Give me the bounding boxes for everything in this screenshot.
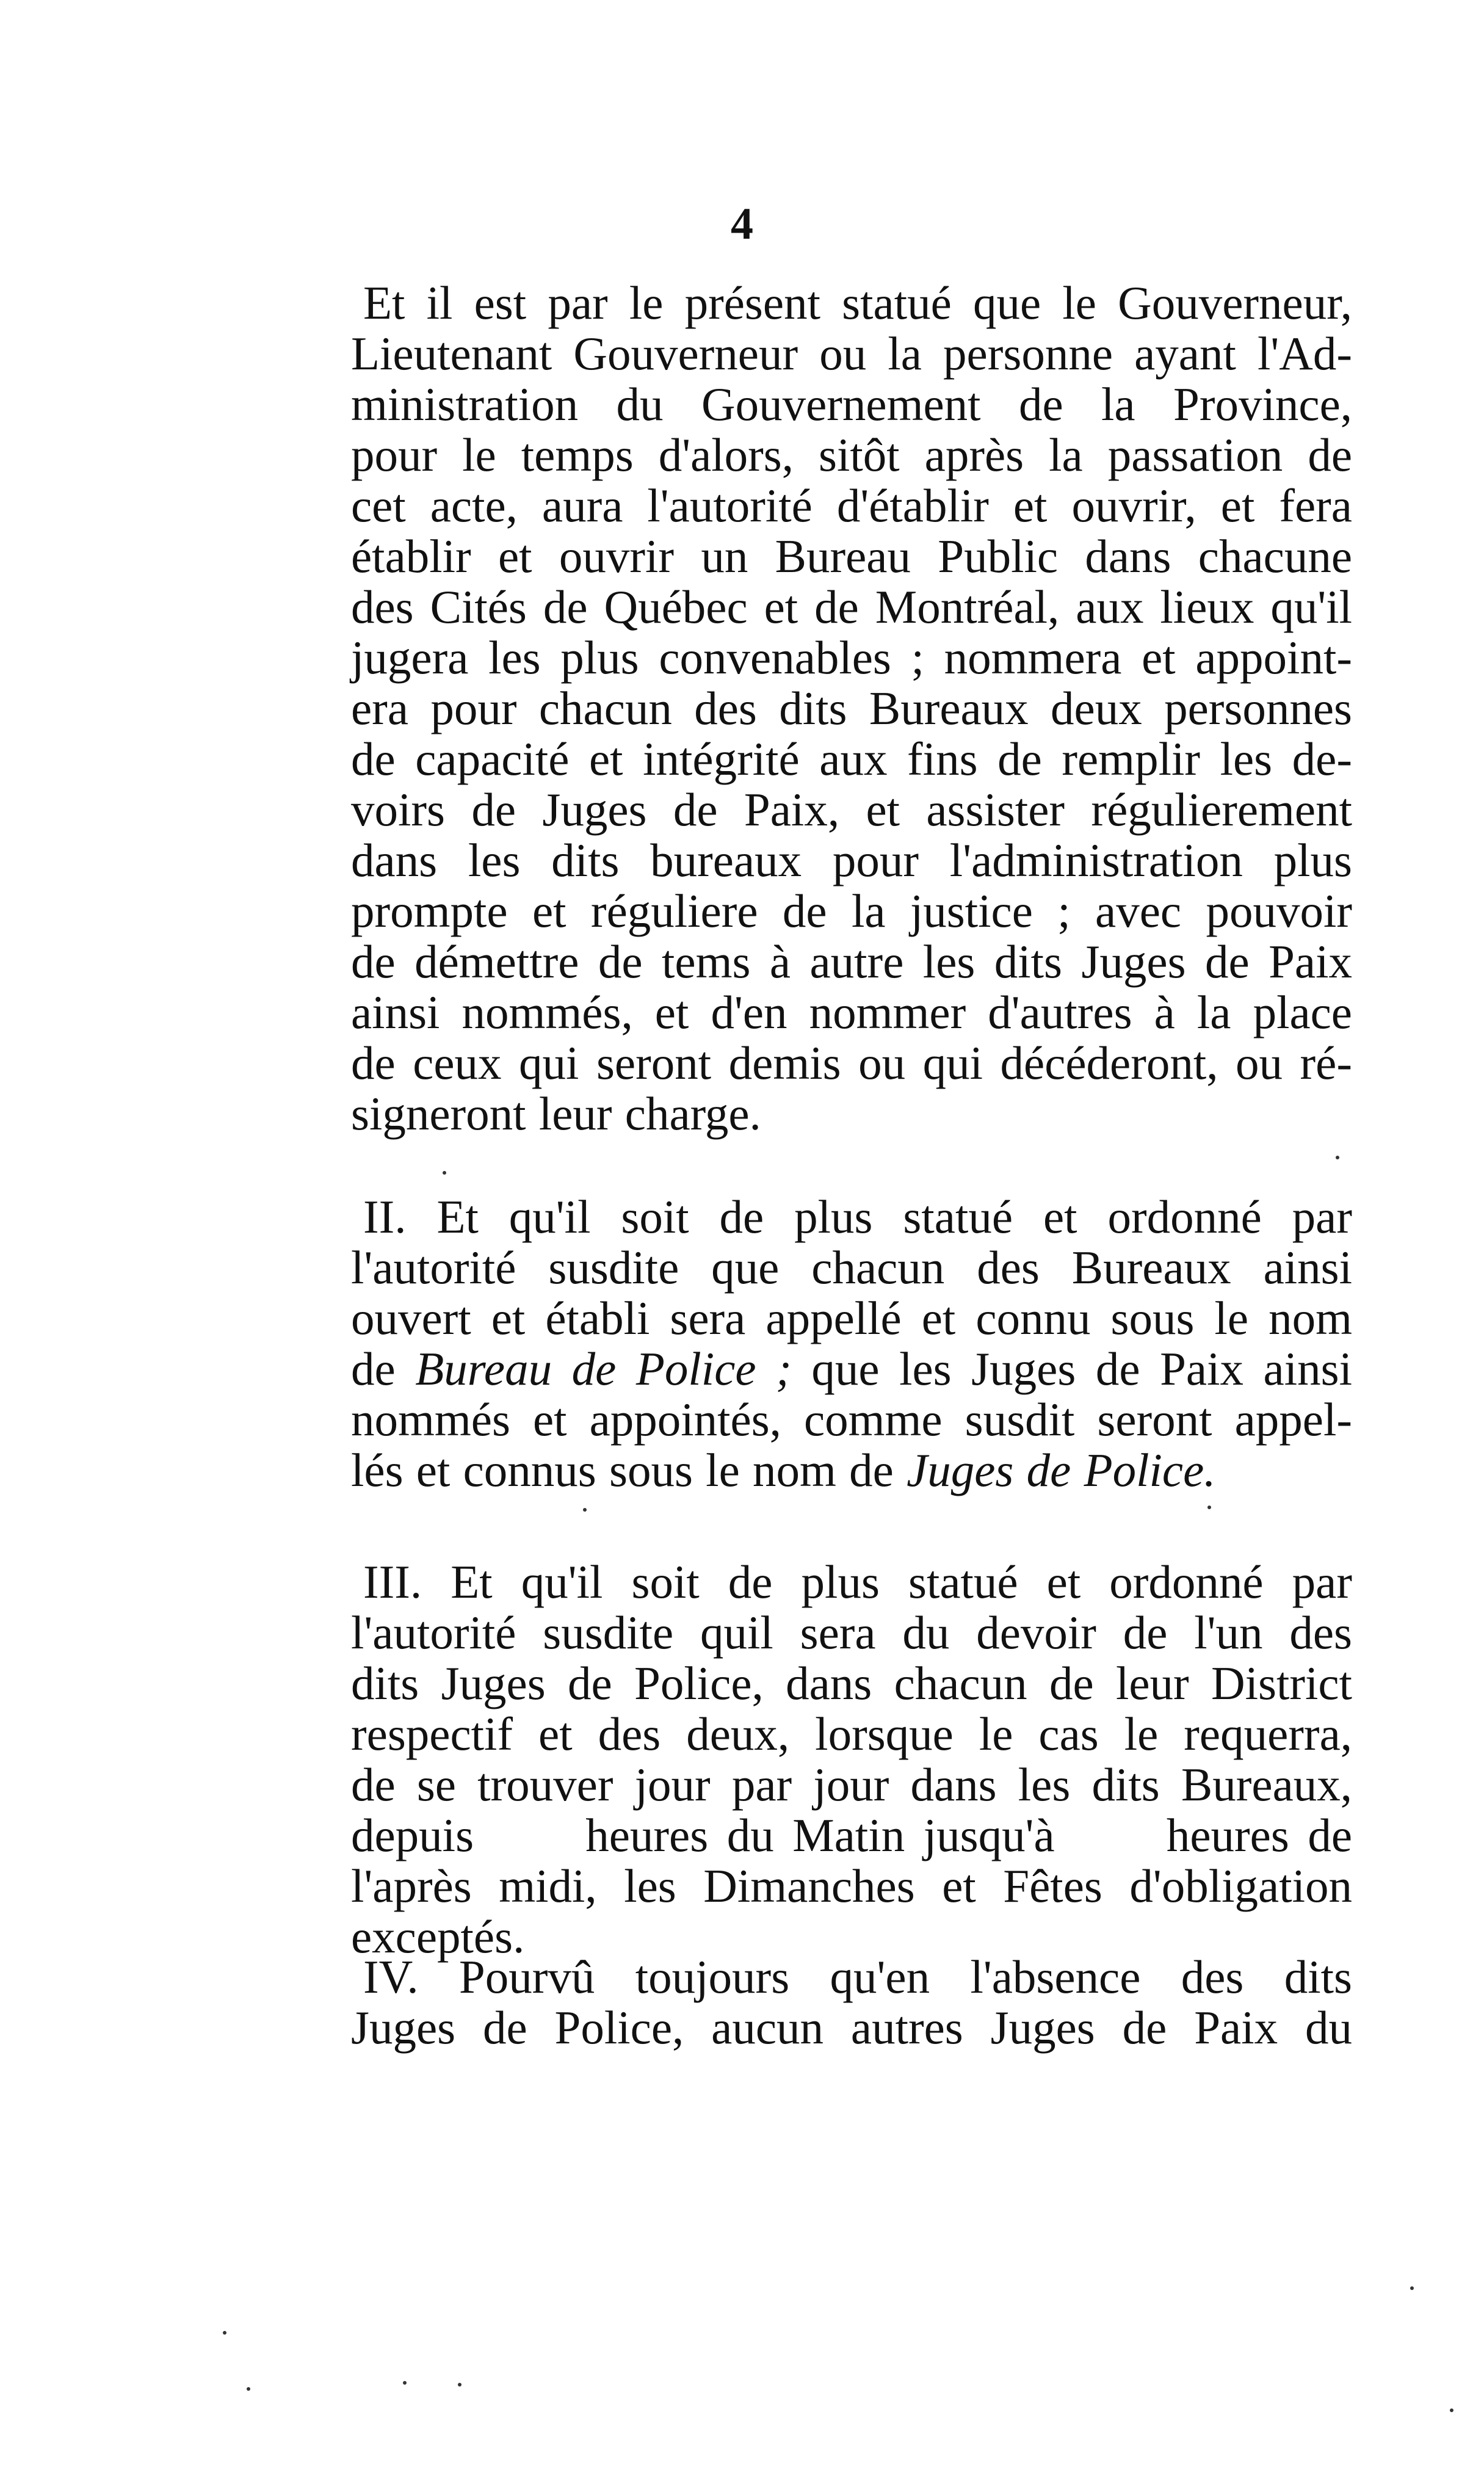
paragraph-line	[351, 1445, 1352, 1496]
line-prefix: lés et connus sous le nom de	[351, 1444, 907, 1496]
paragraph-line: Juges de Police, aucun autres Juges de Paix du	[351, 2001, 1352, 2054]
paragraph-line: cet acte, aura l'autorité d'établir et ouvrir, et fera	[351, 479, 1352, 532]
paragraph-line: prompte et réguliere de la justice ; avec pouvoir	[351, 885, 1352, 937]
paragraph-line: III. Et qu'il soit de plus statué et ordonné par	[363, 1556, 1352, 1608]
paragraph-line: II. Et qu'il soit de plus statué et ordonné par	[363, 1190, 1352, 1243]
print-speck	[403, 2381, 407, 2385]
print-speck	[1450, 2408, 1453, 2412]
print-speck	[1207, 1506, 1211, 1509]
paragraph-line: établir et ouvrir un Bureau Public dans chacune	[351, 530, 1352, 582]
paragraph-line: nommés et appointés, comme susdit seront appel-	[351, 1393, 1352, 1446]
print-speck	[247, 2387, 250, 2391]
paragraph-line: dans les dits bureaux pour l'administration plus	[351, 834, 1352, 886]
paragraph-line: pour le temps d'alors, sitôt après la passation de	[351, 429, 1352, 481]
paragraph-3	[351, 1557, 1352, 1962]
paragraph-line: ministration du Gouvernement de la Province,	[351, 378, 1352, 430]
paragraph-2	[351, 1192, 1352, 1496]
paragraph-line: de ceux qui seront demis ou qui décéderont, ou ré-	[351, 1037, 1352, 1089]
paragraph-line: IV. Pourvû toujours qu'en l'absence des dits	[363, 1951, 1352, 2003]
paragraph-line: l'autorité susdite quil sera du devoir de l'un des	[351, 1606, 1352, 1659]
paragraph-4	[351, 1952, 1352, 2053]
paragraph-line: Lieutenant Gouverneur ou la personne ayant l'Ad-	[351, 327, 1352, 380]
line-prefix: de	[351, 1343, 416, 1395]
italic-term-bureau-de-police: Bureau de Police ;	[415, 1343, 792, 1395]
paragraph-line: era pour chacun des dits Bureaux deux personnes	[351, 682, 1352, 734]
paragraph-line: ainsi nommés, et d'en nommer d'autres à la place	[351, 986, 1352, 1038]
italic-term-juges-de-police: Juges de Police.	[907, 1444, 1216, 1496]
print-speck	[583, 1508, 587, 1512]
print-speck	[458, 2383, 461, 2386]
paragraph-line: de se trouver jour par jour dans les dits Bureaux,	[351, 1758, 1352, 1811]
paragraph-line: Et il est par le présent statué que le Gouverneur,	[363, 277, 1352, 329]
print-speck	[223, 2331, 226, 2335]
paragraph-line: dits Juges de Police, dans chacun de leur District	[351, 1657, 1352, 1709]
print-speck	[1410, 2286, 1414, 2290]
paragraph-line: jugera les plus convenables ; nommera et appoint-	[351, 631, 1352, 684]
paragraph-line: l'après midi, les Dimanches et Fêtes d'obligation	[351, 1860, 1352, 1912]
line-suffix: que les Juges de Paix ainsi	[791, 1343, 1352, 1395]
print-speck	[443, 1171, 446, 1175]
paragraph-1	[351, 278, 1352, 1139]
paragraph-line: exceptés.	[351, 1910, 525, 1963]
page-number: 4	[731, 199, 753, 249]
paragraph-line: de capacité et intégrité aux fins de remplir les de-	[351, 733, 1352, 785]
paragraph-line: respectif et des deux, lorsque le cas le requerra,	[351, 1708, 1352, 1760]
paragraph-line: des Cités de Québec et de Montréal, aux lieux qu'il	[351, 581, 1352, 633]
paragraph-line: depuis heures du Matin jusqu'à heures de	[351, 1809, 1352, 1861]
paragraph-line: signeront leur charge.	[351, 1087, 761, 1140]
paragraph-line: ouvert et établi sera appellé et connu sous le nom	[351, 1292, 1352, 1344]
print-speck	[1336, 1156, 1339, 1159]
paragraph-line: l'autorité susdite que chacun des Bureaux ainsi	[351, 1241, 1352, 1294]
paragraph-line	[351, 1344, 1352, 1394]
paragraph-line: de démettre de tems à autre les dits Juges de Paix	[351, 935, 1352, 988]
paragraph-line: voirs de Juges de Paix, et assister régulierement	[351, 783, 1352, 836]
